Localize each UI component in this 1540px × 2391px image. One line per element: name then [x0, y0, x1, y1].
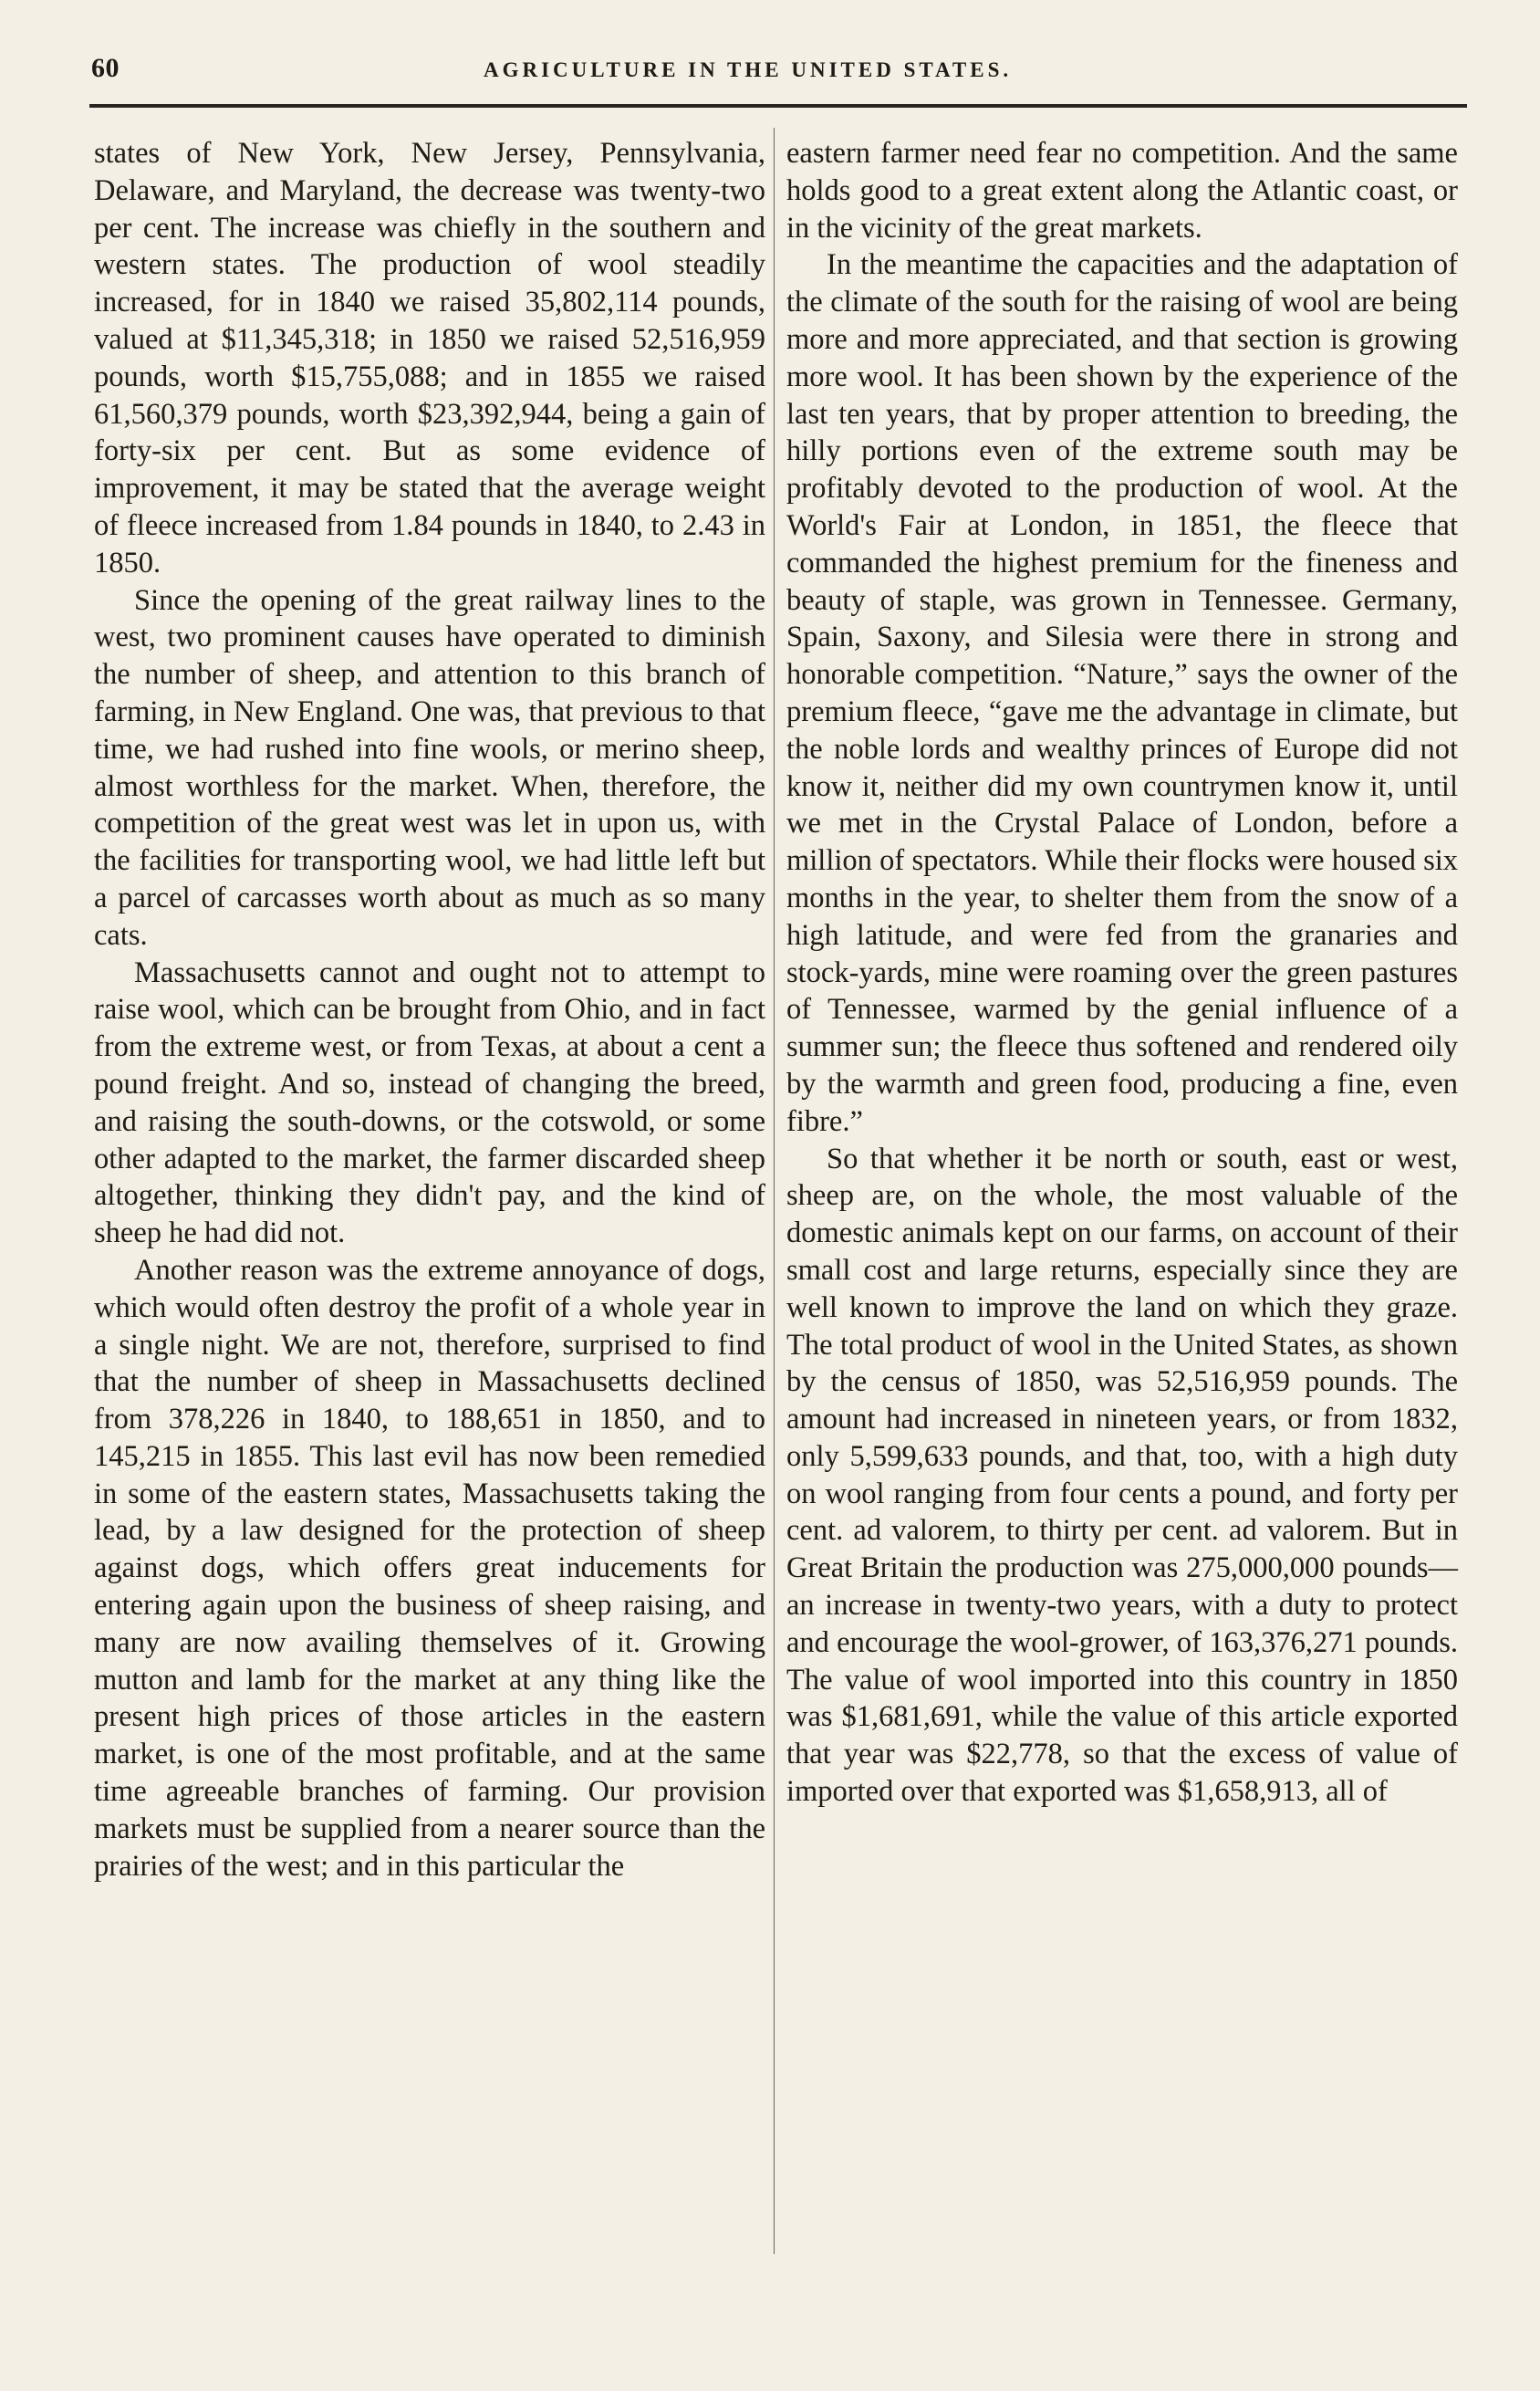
left-column [94, 135, 765, 1885]
paragraph: Since the opening of the great railway lines to the west, two prominent causes have operated to diminish the number of sheep, and attention to this branch of farming, in New England. One was, that previous to that time, we had rushed into fine wools, or merino sheep, almost worthless for the market. When, therefore, the competition of the great west was let in upon us, with the facilities for transporting wool, we had little left but a parcel of carcasses worth about as much as so many cats. [94, 583, 765, 952]
paragraph: states of New York, New Jersey, Pennsylvania, Delaware, and Maryland, the decrease was twenty-two per cent. The increase was chiefly in the southern and western states. The production of wool steadily increased, for in 1840 we raised 35,802,114 pounds, valued at $11,345,318; in 1850 we raised 52,516,959 pounds, worth $15,755,088; and in 1855 we raised 61,560,379 pounds, worth $23,392,944, being a gain of forty-six per cent. But as some evidence of improvement, it may be stated that the average weight of fleece increased from 1.84 pounds in 1840, to 2.43 in 1850. [94, 137, 765, 579]
paragraph: Massachusetts cannot and ought not to attempt to raise wool, which can be brought from Ohio, and in fact from the extreme west, or from Texas, at about a cent a pound freight. And so, instead of changing the breed, and raising the south-downs, or the cotswold, or some other adapted to the market, the farmer discarded sheep altogether, thinking they didn't pay, and the kind of sheep he had did not. [94, 955, 765, 1250]
paragraph: So that whether it be north or south, east or west, sheep are, on the whole, the most valuable of the domestic animals kept on our farms, on account of their small cost and large returns, especially since they are well known to improve the land on which they graze. The total product of wool in the United States, as shown by the census of 1850, was 52,516,959 pounds. The amount had increased in nineteen years, or from 1832, only 5,599,633 pounds, and that, too, with a high duty on wool ranging from four cents a pound, and forty per cent. ad valorem, to thirty per cent. ad valorem. But in Great Britain the production was 275,000,000 pounds—an increase in twenty-two years, with a duty to protect and encourage the wool-grower, of 163,376,271 pounds. The value of wool imported into this country in 1850 was $1,681,691, while the value of this article exported that year was $22,778, so that the excess of value of imported over that exported was $1,658,913, all of [786, 1142, 1458, 1809]
paragraph: Another reason was the extreme annoyance of dogs, which would often destroy the profit of a whole year in a single night. We are not, therefore, surprised to find that the number of sheep in Massachusetts declined from 378,226 in 1840, to 188,651 in 1850, and to 145,215 in 1855. This last evil has now been remedied in some of the eastern states, Massachusetts taking the lead, by a law designed for the protection of sheep against dogs, which offers great inducements for entering again upon the business of sheep raising, and many are now availing themselves of it. Growing mutton and lamb for the market at any thing like the present high prices of those articles in the eastern market, is one of the most profitable, and at the same time agreeable branches of farming. Our provision markets must be supplied from a nearer source than the prairies of the west; and in this particular the [94, 1253, 765, 1883]
header-rule [89, 104, 1467, 108]
paragraph: eastern farmer need fear no competition. And the same holds good to a great extent along the Atlantic coast, or in the vicinity of the great markets. [786, 137, 1458, 245]
paragraph: In the meantime the capacities and the adaptation of the climate of the south for the raising of wool are being more and more appreciated, and that section is growing more wool. It has been shown by the experience of the last ten years, that by proper attention to breeding, the hilly portions even of the extreme south may be profitably devoted to the production of wool. At the World's Fair at London, in 1851, the fleece that commanded the highest premium for the fineness and beauty of staple, was grown in Tennessee. Germany, Spain, Saxony, and Silesia were there in strong and honorable competition. “Nature,” says the owner of the premium fleece, “gave me the advantage in climate, but the noble lords and wealthy princes of Europe did not know it, neither did my own countrymen know it, until we met in the Crystal Palace of London, before a million of spectators. While their flocks were housed six months in the year, to shelter them from the snow of a high latitude, and were fed from the granaries and stock-yards, mine were roaming over the green pastures of Tennessee, warmed by the genial influence of a summer sun; the fleece thus softened and rendered oily by the warmth and green food, producing a fine, even fibre.” [786, 248, 1458, 1138]
column-divider [774, 128, 775, 2254]
right-column [786, 135, 1458, 1811]
page-header [91, 53, 1460, 99]
page-number: 60 [91, 53, 120, 83]
running-head: AGRICULTURE IN THE UNITED STATES. [484, 58, 1013, 81]
